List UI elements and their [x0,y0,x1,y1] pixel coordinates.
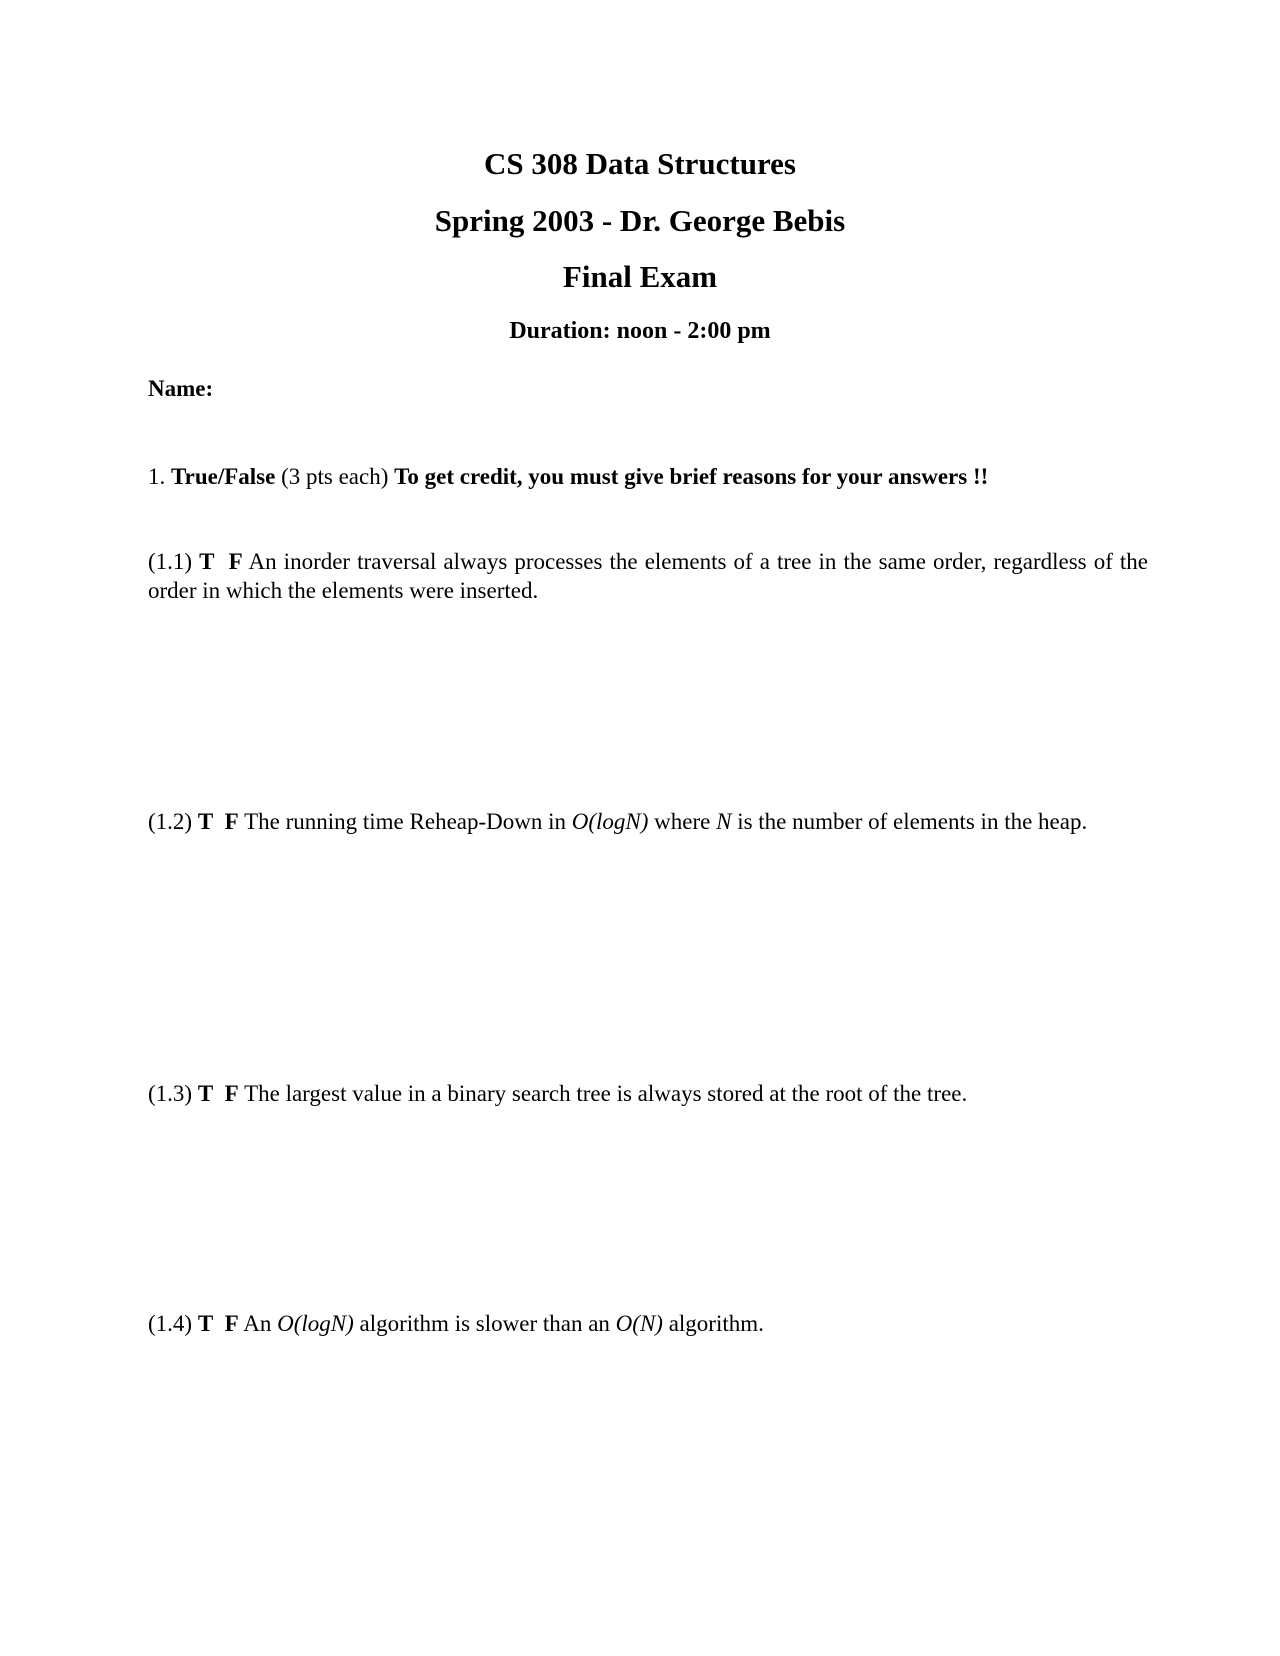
section-1-heading [148,462,1148,491]
question-text-part: is the number of elements in the heap. [731,809,1088,834]
question-text: An inorder traversal always processes the elements of a tree in the same order, regardless of the order in which the elements were inserted. [148,549,1149,603]
question-1-3 [148,1079,1148,1108]
section-title: True/False [171,464,276,489]
question-text-part: where [648,809,717,834]
math-expression: O(logN) [571,809,649,834]
math-expression: O(N) [615,1311,663,1336]
section-instruction: To get credit, you must give brief reasons for your answers !! [394,464,989,489]
exam-title: Final Exam [562,259,718,294]
false-option: F [224,1081,239,1106]
question-text-part: An [243,1311,278,1336]
false-option: F [228,549,243,574]
question-id: (1.3) [148,1081,193,1106]
question-id: (1.1) [148,549,193,574]
true-option: T [197,809,214,834]
section-points: (3 pts each) [281,464,389,489]
question-id: (1.2) [148,809,193,834]
question-1-2 [148,807,1148,836]
false-option: F [224,809,239,834]
question-text-part: The running time Reheap-Down in [244,809,572,834]
question-1-1 [148,547,1148,605]
true-option: T [197,1081,214,1106]
math-variable: N [716,809,732,834]
question-1-4 [148,1309,1148,1338]
question-text-part: algorithm. [662,1311,764,1336]
true-option: T [197,1311,214,1336]
question-id: (1.4) [148,1311,193,1336]
name-label: Name: [148,376,214,401]
section-number: 1. [148,464,166,489]
exam-duration: Duration: noon - 2:00 pm [509,318,771,344]
question-text-part: algorithm is slower than an [353,1311,616,1336]
true-option: T [199,549,215,574]
course-title: CS 308 Data Structures [484,146,796,181]
math-expression: O(logN) [277,1311,354,1336]
question-text: The largest value in a binary search tree is always stored at the root of the tree. [244,1081,968,1106]
term-instructor: Spring 2003 - Dr. George Bebis [434,203,846,238]
false-option: F [224,1311,239,1336]
